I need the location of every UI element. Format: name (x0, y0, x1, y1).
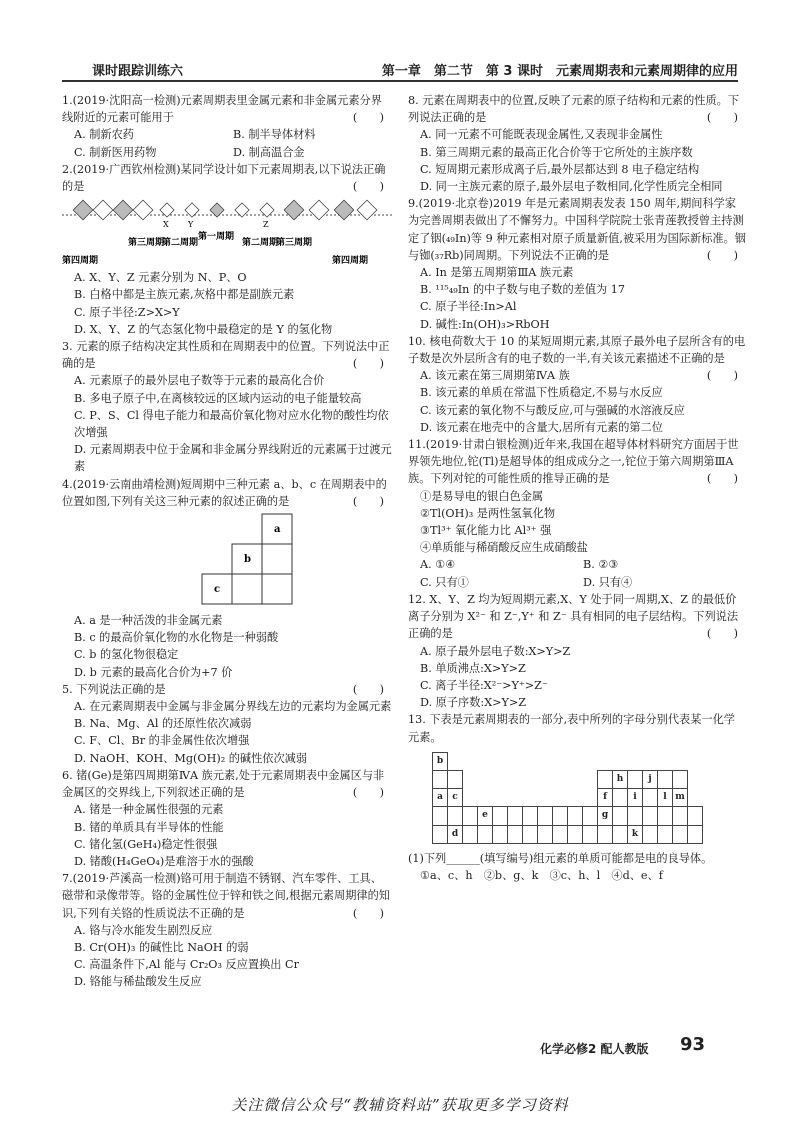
left-column (62, 92, 392, 991)
question-4: 4.(2019·云南曲靖检测)短周期中三种元素 a、b、c 在周期表中的位置如图,下列有关这三种元素的叙述正确的是 ( ) a b c A. a 是一种活泼的非金属元素 B. c 的最高价氧化物的水化物是一种弱酸 C. b 的氢化物很稳定 D. b 元素的最高化合价为+7 价 (62, 476, 392, 681)
cell-c: c (214, 584, 221, 596)
period-label: 第四周期 (332, 256, 369, 267)
question-2: 2.(2019·广西钦州检测)某同学设计如下元素周期表,以下说法正确的是 ( ) X Y Z 第四周期 第三周期 第二周期 第一周期 第二周期 第三周期 第四周期 A. X、Y、Z 元素分别为 N、P、O B. 白格中都是主族元素,灰格中都是副族元素 C. 原子半径:Z>X>Y D. X、Y、Z 的气态氢化物中最稳定的是 Y 的氢化物 (62, 161, 392, 338)
page-header (62, 58, 738, 82)
question-8: 8. 元素在周期表中的位置,反映了元素的原子结构和元素的性质。下列说法正确的是 ( ) A. 同一元素不可能既表现金属性,又表现非金属性 B. 第三周期元素的最高正化合价等于它所处的主族序数 C. 短周期元素形成离子后,最外层都达到 8 电子稳定结构 D. 同一主族元素的原子,最外层电子数相同,化学性质完全相同 (408, 94, 740, 194)
cell-b: b (244, 554, 251, 566)
question-3: 3. 元素的原子结构决定其性质和在周期表中的位置。下列说法中正确的是 ( ) A. 元素原子的最外层电子数等于元素的最高化合价 B. 多电子原子中,在离核较远的区域内运动的电子能量较高 C. P、S、Cl 得电子能力和最高价氧化物对应水化物的酸性均依次增强 D. 元素周期表中位于金属和非金属分界线附近的元素属于过渡元素 (62, 340, 392, 474)
question-9: 9.(2019·北京卷)2019 年是元素周期表发表 150 周年,期间科学家为完善周期表做出了不懈努力。中国科学院院士张青莲教授曾主持测定了铟(₄₉In)等 9 种元素相对原子质量新值,被采用为国际新标准。铟与铷(₃₇Rb)同周期。下列说法不正确的是 ( ) A. In 是第五周期第ⅢA 族元素 B. ¹¹⁵₄₉In 的中子数与电子数的差值为 17 C. 原子半径:In>Al D. 碱性:In(OH)₃>RbOH (408, 197, 746, 331)
question-13: 13. 下表是元素周期表的一部分,表中所列的字母分别代表某一化学元素。 b h j a c f i l m e g d k (1)下列______(填写编号)组元素的单质可能都是电的良导体。 ①a、c、h ②b、g、k ③c、h、l ④d、e、f (408, 711, 746, 884)
period-label: 第二周期 (242, 238, 279, 249)
cell-x-label: X (163, 220, 169, 230)
right-column (408, 92, 746, 884)
cell-y-label: Y (188, 220, 194, 230)
period-label: 第三周期 (128, 238, 165, 249)
question-5: 5. 下列说法正确的是 ( ) A. 在元素周期表中金属与非金属分界线左边的元素均为金属元素 B. Na、Mg、Al 的还原性依次减弱 C. F、Cl、Br 的非金属性依次增强 D. NaOH、KOH、Mg(OH)₂ 的碱性依次减弱 (62, 682, 392, 765)
period-label: 第三周期 (276, 238, 313, 249)
header-right: 第一章 第二节 第 3 课时 元素周期表和元素周期律的应用 (381, 64, 738, 79)
periodic-table-grid: b h j a c f i l m e g d k (408, 746, 746, 850)
spiral-periodic-table-figure (62, 195, 392, 269)
question-11: 11.(2019·甘肃白银检测)近年来,我国在超导体材料研究方面居于世界领先地位,铊(Tl)是超导体的组成成分之一,铊位于第六周期第ⅢA 族。下列对铊的可能性质的推导正确的是 ( ) ①是易导电的银白色金属 ②Tl(OH)₃ 是两性氢氧化物 ③Tl³⁺ 氧化能力比 Al³⁺ 强 ④单质能与稀硝酸反应生成硝酸盐 A. ①④ B. ②③ C. 只有① D. 只有④ (408, 438, 739, 589)
question-7: 7.(2019·芦溪高一检测)铬可用于制造不锈钢、汽车零件、工具、磁带和录像带等。铬的金属性位于锌和铁之间,根据元素周期律的知识,下列有关铬的性质说法不正确的是 ( ) A. 铬与冷水能发生剧烈反应 B. Cr(OH)₃ 的碱性比 NaOH 的弱 C. 高温条件下,Al 能与 Cr₂O₃ 反应置换出 Cr D. 铬能与稀盐酸发生反应 (62, 872, 390, 989)
period-label: 第四周期 (62, 256, 99, 267)
watermark-text: 关注微信公众号“教辅资料站”获取更多学习资料 (231, 1096, 569, 1114)
header-left: 课时跟踪训练六 (92, 64, 184, 79)
question-12: 12. X、Y、Z 均为短周期元素,X、Y 处于同一周期,X、Z 的最低价离子分别为 X²⁻ 和 Z⁻,Y⁺ 和 Z⁻ 具有相同的电子层结构。下列说法正确的是 ( ) A. 原子最外层电子数:X>Y>Z B. 单质沸点:X>Y>Z C. 离子半径:X²⁻>Y⁺>Z⁻ D. 原子序数:X>Y>Z (408, 592, 739, 710)
question-10: 10. 核电荷数大于 10 的某短周期元素,其原子最外电子层所含有的电子数是次外层所含有的电子数的一半,有关该元素描述不正确的是 ( ) A. 该元素在第三周期第ⅣA 族 B. 该元素的单质在常温下性质稳定,不易与水反应 C. 该元素的氧化物不与酸反应,可与强碱的水溶液反应 D. 该元素在地壳中的含量大,居所有元素的第二位 (408, 334, 746, 434)
period-label: 第二周期 (162, 238, 199, 249)
book-label: 化学必修2 配人教版 (540, 1042, 649, 1056)
period-label: 第一周期 (198, 232, 235, 243)
page-number: 93 (680, 1034, 706, 1055)
question-1: 1.(2019·沈阳高一检测)元素周期表里金属元素和非金属元素分界线附近的元素可能用于 ( ) A. 制新农药 B. 制半导体材料 C. 制新医用药物 D. 制高温合金 (62, 94, 384, 159)
cell-z-label: Z (263, 220, 269, 230)
cell-a: a (274, 524, 281, 536)
question-6: 6. 锗(Ge)是第四周期第ⅣA 族元素,处于元素周期表中金属区与非金属区的交界线上,下列叙述正确的是 ( ) A. 锗是一种金属性很强的元素 B. 锗的单质具有半导体的性能 C. 锗化氢(GeH₄)稳定性很强 D. 锗酸(H₄GeO₄)是难溶于水的强酸 (62, 768, 385, 868)
staircase-figure (62, 510, 392, 612)
